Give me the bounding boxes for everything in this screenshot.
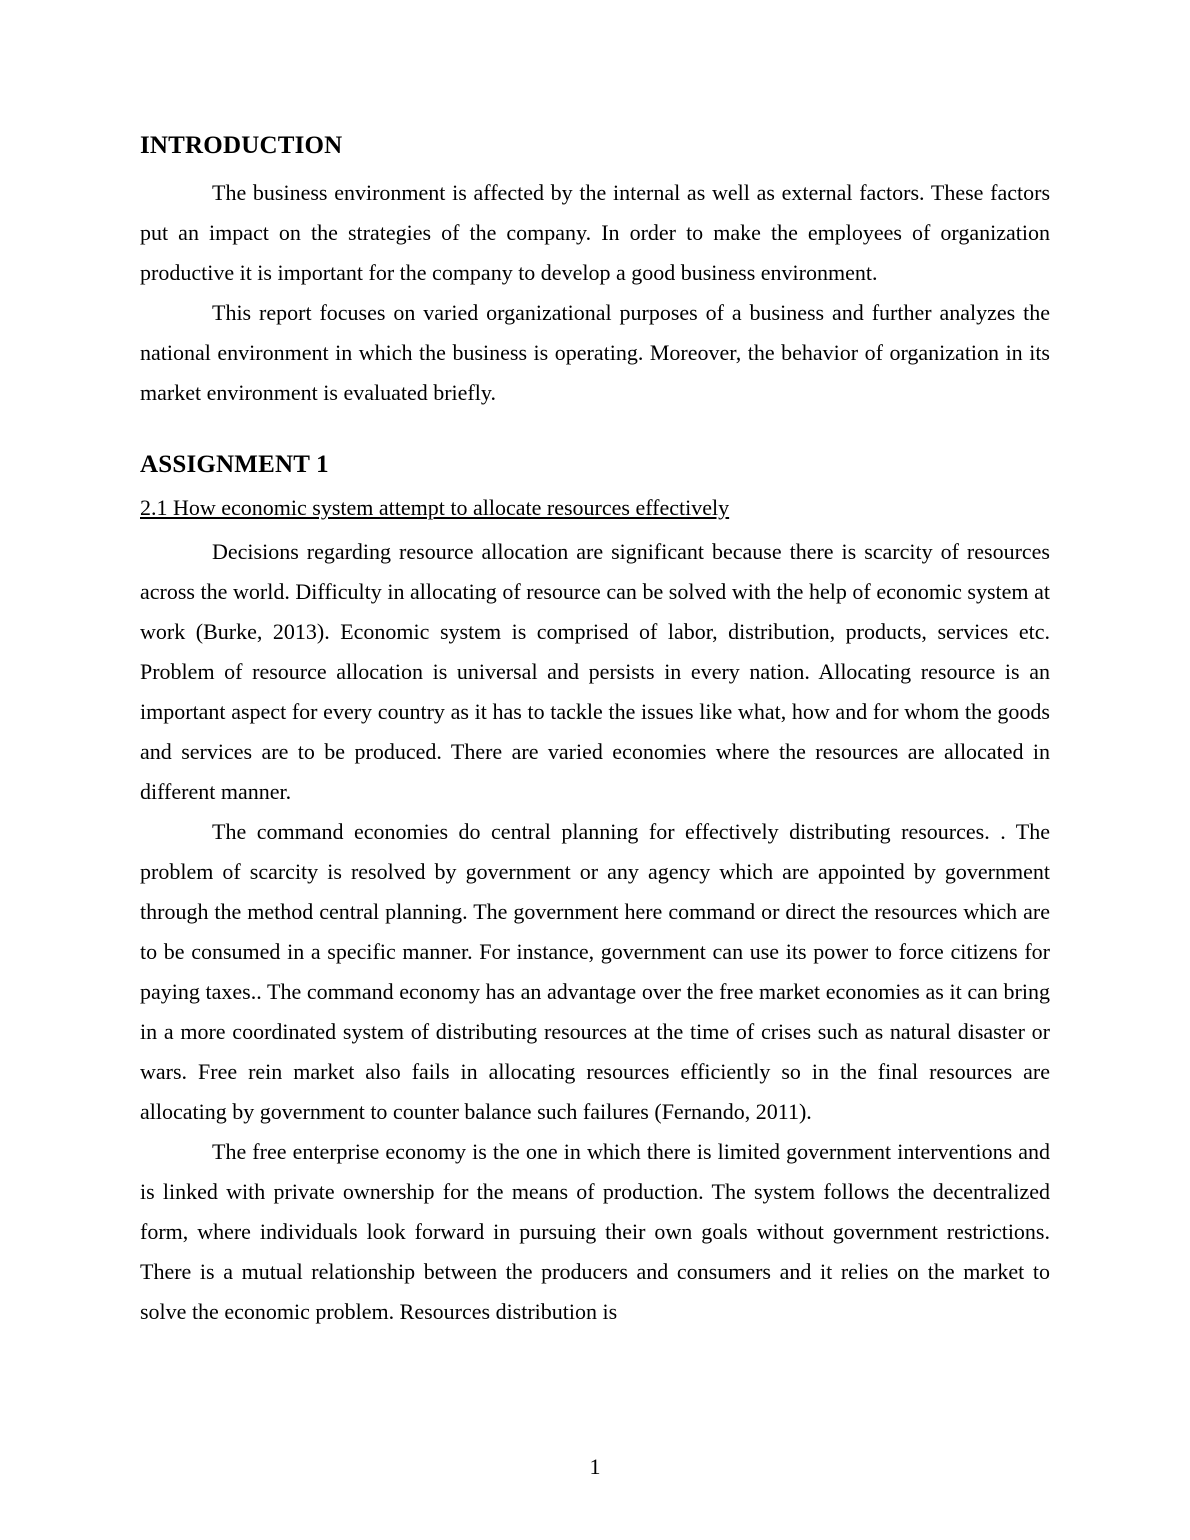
paragraph-intro-2: This report focuses on varied organizational purposes of a business and further analyzes the national environment in which the business is operating. Moreover, the behavior of organization in its market environment is evaluated briefly. — [140, 299, 1050, 405]
paragraph-assignment-2: The command economies do central planning for effectively distributing resources. . The problem of scarcity is resolved by government or any agency which are appointed by government through the method central planning. The government here command or direct the resources which are to be consumed in a specific manner. For instance, government can use its power to force citizens for paying taxes.. The command economy has an advantage over the free market economies as it can bring in a more coordinated system of distributing resources at the time of crises such as natural disaster or wars. Free rein market also fails in allocating resources efficiently so in the final resources are allocating by government to counter balance such failures (Fernando, 2011). — [140, 818, 1050, 1124]
paragraph-assignment-3: The free enterprise economy is the one in which there is limited government interventions and is linked with private ownership for the means of production. The system follows the decentralized form, where individuals look forward in pursuing their own goals without government restrictions. There is a mutual relationship between the producers and consumers and it relies on the market to solve the economic problem. Resources distribution is — [140, 1138, 1050, 1324]
subheading-2-1: 2.1 How economic system attempt to allocate resources effectively — [140, 495, 730, 520]
page-number: 1 — [589, 1454, 601, 1479]
document-body — [140, 130, 1050, 1332]
paragraph-intro-1: The business environment is affected by the internal as well as external factors. These factors put an impact on the strategies of the company. In order to make the employees of organization productive it is important for the company to develop a good business environment. — [140, 179, 1050, 285]
heading-introduction: INTRODUCTION — [140, 132, 343, 159]
heading-assignment-1: ASSIGNMENT 1 — [140, 450, 329, 478]
paragraph-assignment-1: Decisions regarding resource allocation are significant because there is scarcity of resources across the world. Difficulty in allocating of resource can be solved with the help of economic system at work (Burke, 2013). Economic system is comprised of labor, distribution, products, services etc. Problem of resource allocation is universal and persists in every nation. Allocating resource is an important aspect for every country as it has to tackle the issues like what, how and for whom the goods and services are to be produced. There are varied economies where the resources are allocated in different manner. — [140, 538, 1050, 804]
